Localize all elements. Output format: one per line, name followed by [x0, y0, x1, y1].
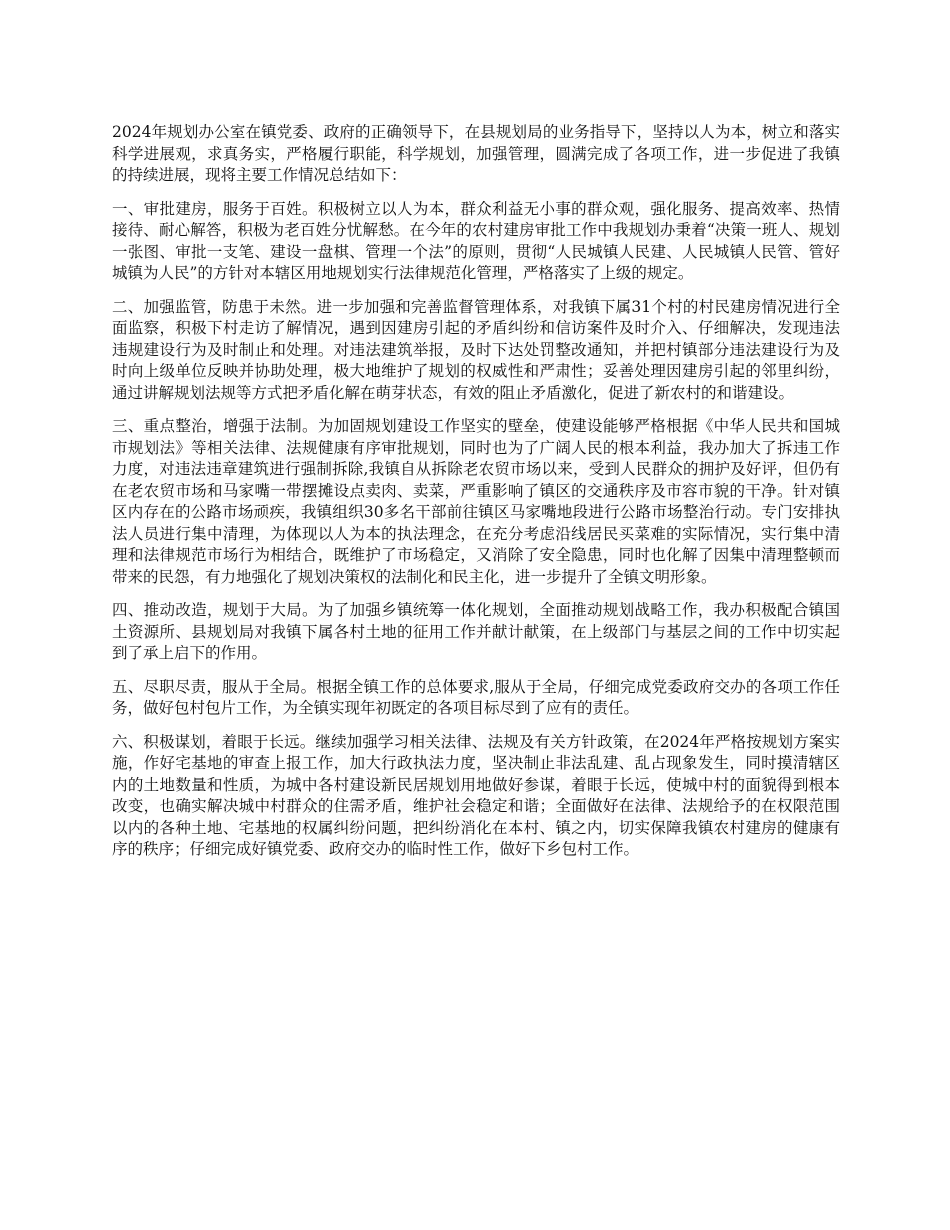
paragraph-intro: 2024年规划办公室在镇党委、政府的正确领导下，在县规划局的业务指导下，坚持以人为本，树立和落实科学进展观，求真务实，严格履行职能，科学规划，加强管理，圆满完成了各项工作，进一步促进了我镇的持续进展，现将主要工作情况总结如下：: [112, 123, 840, 184]
paragraph-section-1: 一、审批建房，服务于百姓。积极树立以人为本，群众利益无小事的群众观，强化服务、提高效率、热情接待、耐心解答，积极为老百姓分忧解愁。在今年的农村建房审批工作中我规划办秉着“决策一班人、规划一张图、审批一支笔、建设一盘棋、管理一个法”的原则，贯彻“人民城镇人民建、人民城镇人民管、管好城镇为人民”的方针对本辖区用地规划实行法律规范化管理，严格落实了上级的规定。: [112, 199, 840, 282]
paragraph-section-6: 六、积极谋划，着眼于长远。继续加强学习相关法律、法规及有关方针政策，在2024年严格按规划方案实施，作好宅基地的审查上报工作，加大行政执法力度，坚决制止非法乱建、乱占现象发生，同时摸清辖区内的土地数量和性质，为城中各村建设新民居规划用地做好参谋，着眼于长远，使城中村的面貌得到根本改变，也确实解决城中村群众的住需矛盾，维护社会稳定和谐；全面做好在法律、法规给予的在权限范围以内的各种土地、宅基地的权属纠纷问题，把纠纷消化在本村、镇之内，切实保障我镇农村建房的健康有序的秩序；仔细完成好镇党委、政府交办的临时性工作，做好下乡包村工作。: [112, 732, 840, 858]
paragraph-section-5: 五、尽职尽责，服从于全局。根据全镇工作的总体要求,服从于全局，仔细完成党委政府交办的各项工作任务，做好包村包片工作，为全镇实现年初既定的各项目标尽到了应有的责任。: [112, 677, 840, 717]
paragraph-section-3: 三、重点整治，增强于法制。为加固规划建设工作坚实的壁垒，使建设能够严格根据《中华人民共和国城市规划法》等相关法律、法规健康有序审批规划，同时也为了广阔人民的根本利益，我办加大了拆违工作力度，对违法违章建筑进行强制拆除,我镇自从拆除老农贸市场以来，受到人民群众的拥护及好评，但仍有在老农贸市场和马家嘴一带摆摊设点卖肉、卖菜，严重影响了镇区的交通秩序及市容市貌的干净。针对镇区内存在的公路市场顽疾，我镇组织30多名干部前往镇区马家嘴地段进行公路市场整治行动。专门安排执法人员进行集中清理，为体现以人为本的执法理念，在充分考虑沿线居民买菜难的实际情况，实行集中清理和法律规范市场行为相结合，既维护了市场稳定，又消除了安全隐患，同时也化解了因集中清理整顿而带来的民怨，有力地强化了规划决策权的法制化和民主化，进一步提升了全镇文明形象。: [112, 417, 840, 586]
document-body: [112, 122, 840, 873]
paragraph-section-2: 二、加强监管，防患于未然。进一步加强和完善监督管理体系，对我镇下属31个村的村民建房情况进行全面监察，积极下村走访了解情况，遇到因建房引起的矛盾纠纷和信访案件及时介入、仔细解决，发现违法违规建设行为及时制止和处理。对违法建筑举报，及时下达处罚整改通知，并把村镇部分违法建设行为及时向上级单位反映并协助处理，极大地维护了规划的权威性和严肃性；妥善处理因建房引起的邻里纠纷，通过讲解规划法规等方式把矛盾化解在萌芽状态，有效的阻止矛盾激化，促进了新农村的和谐建设。: [112, 297, 840, 402]
paragraph-section-4: 四、推动改造，规划于大局。为了加强乡镇统筹一体化规划，全面推动规划战略工作，我办积极配合镇国土资源所、县规划局对我镇下属各村土地的征用工作并献计献策，在上级部门与基层之间的工作中切实起到了承上启下的作用。: [112, 601, 840, 662]
